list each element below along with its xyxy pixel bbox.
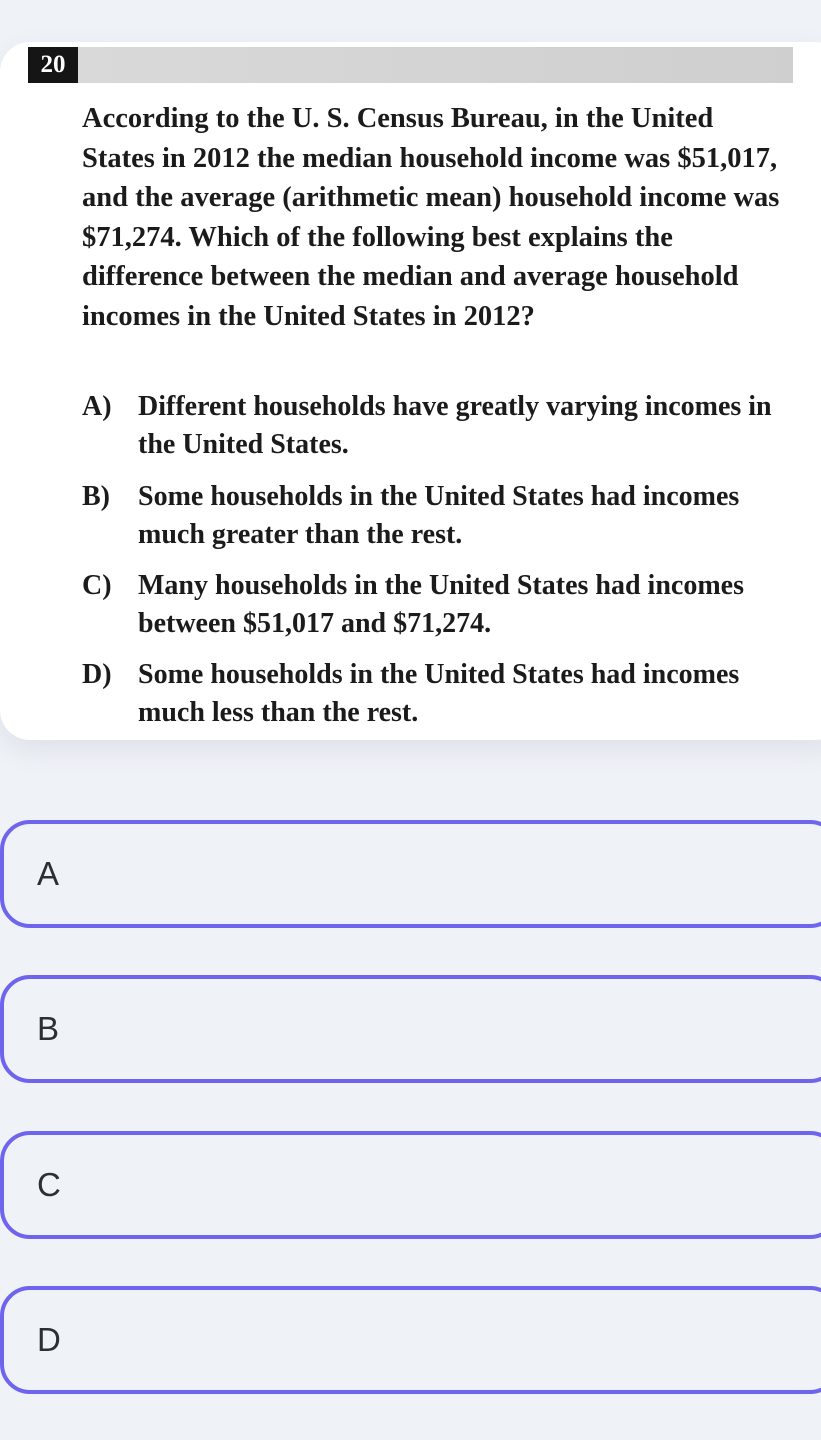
- question-header-bar: [78, 47, 793, 83]
- choice-letter: D): [82, 659, 112, 690]
- answer-option-label: C: [37, 1166, 61, 1203]
- answer-option-label: A: [37, 855, 60, 892]
- answer-option-label: B: [37, 1010, 60, 1047]
- answer-option-d[interactable]: [0, 1286, 821, 1394]
- question-number: 20: [28, 47, 78, 83]
- choice-text: Many households in the United States had incomes between $51,017 and $71,274.: [138, 570, 744, 639]
- question-choice-c: [82, 567, 802, 643]
- choice-letter: B): [82, 481, 110, 512]
- answer-option-a[interactable]: [0, 820, 821, 928]
- choice-text: Different households have greatly varying incomes in the United States.: [138, 391, 772, 460]
- question-choice-b: [82, 478, 802, 554]
- choice-letter: C): [82, 570, 112, 601]
- choice-text: Some households in the United States had incomes much less than the rest.: [138, 659, 740, 728]
- question-choice-a: [82, 388, 802, 464]
- choice-letter: A): [82, 391, 112, 422]
- question-choice-d: [82, 656, 802, 732]
- question-stem: According to the U. S. Census Bureau, in the United States in 2012 the median household income was $51,017, and the average (arithmetic mean) household income was $71,274. Which of the following best explains the difference between the median and average household incomes in the United States in 2012?: [82, 103, 780, 332]
- question-card: [0, 42, 821, 740]
- answer-option-c[interactable]: [0, 1131, 821, 1239]
- choice-text: Some households in the United States had incomes much greater than the rest.: [138, 481, 740, 550]
- answer-option-label: D: [37, 1321, 61, 1358]
- answer-option-b[interactable]: [0, 975, 821, 1083]
